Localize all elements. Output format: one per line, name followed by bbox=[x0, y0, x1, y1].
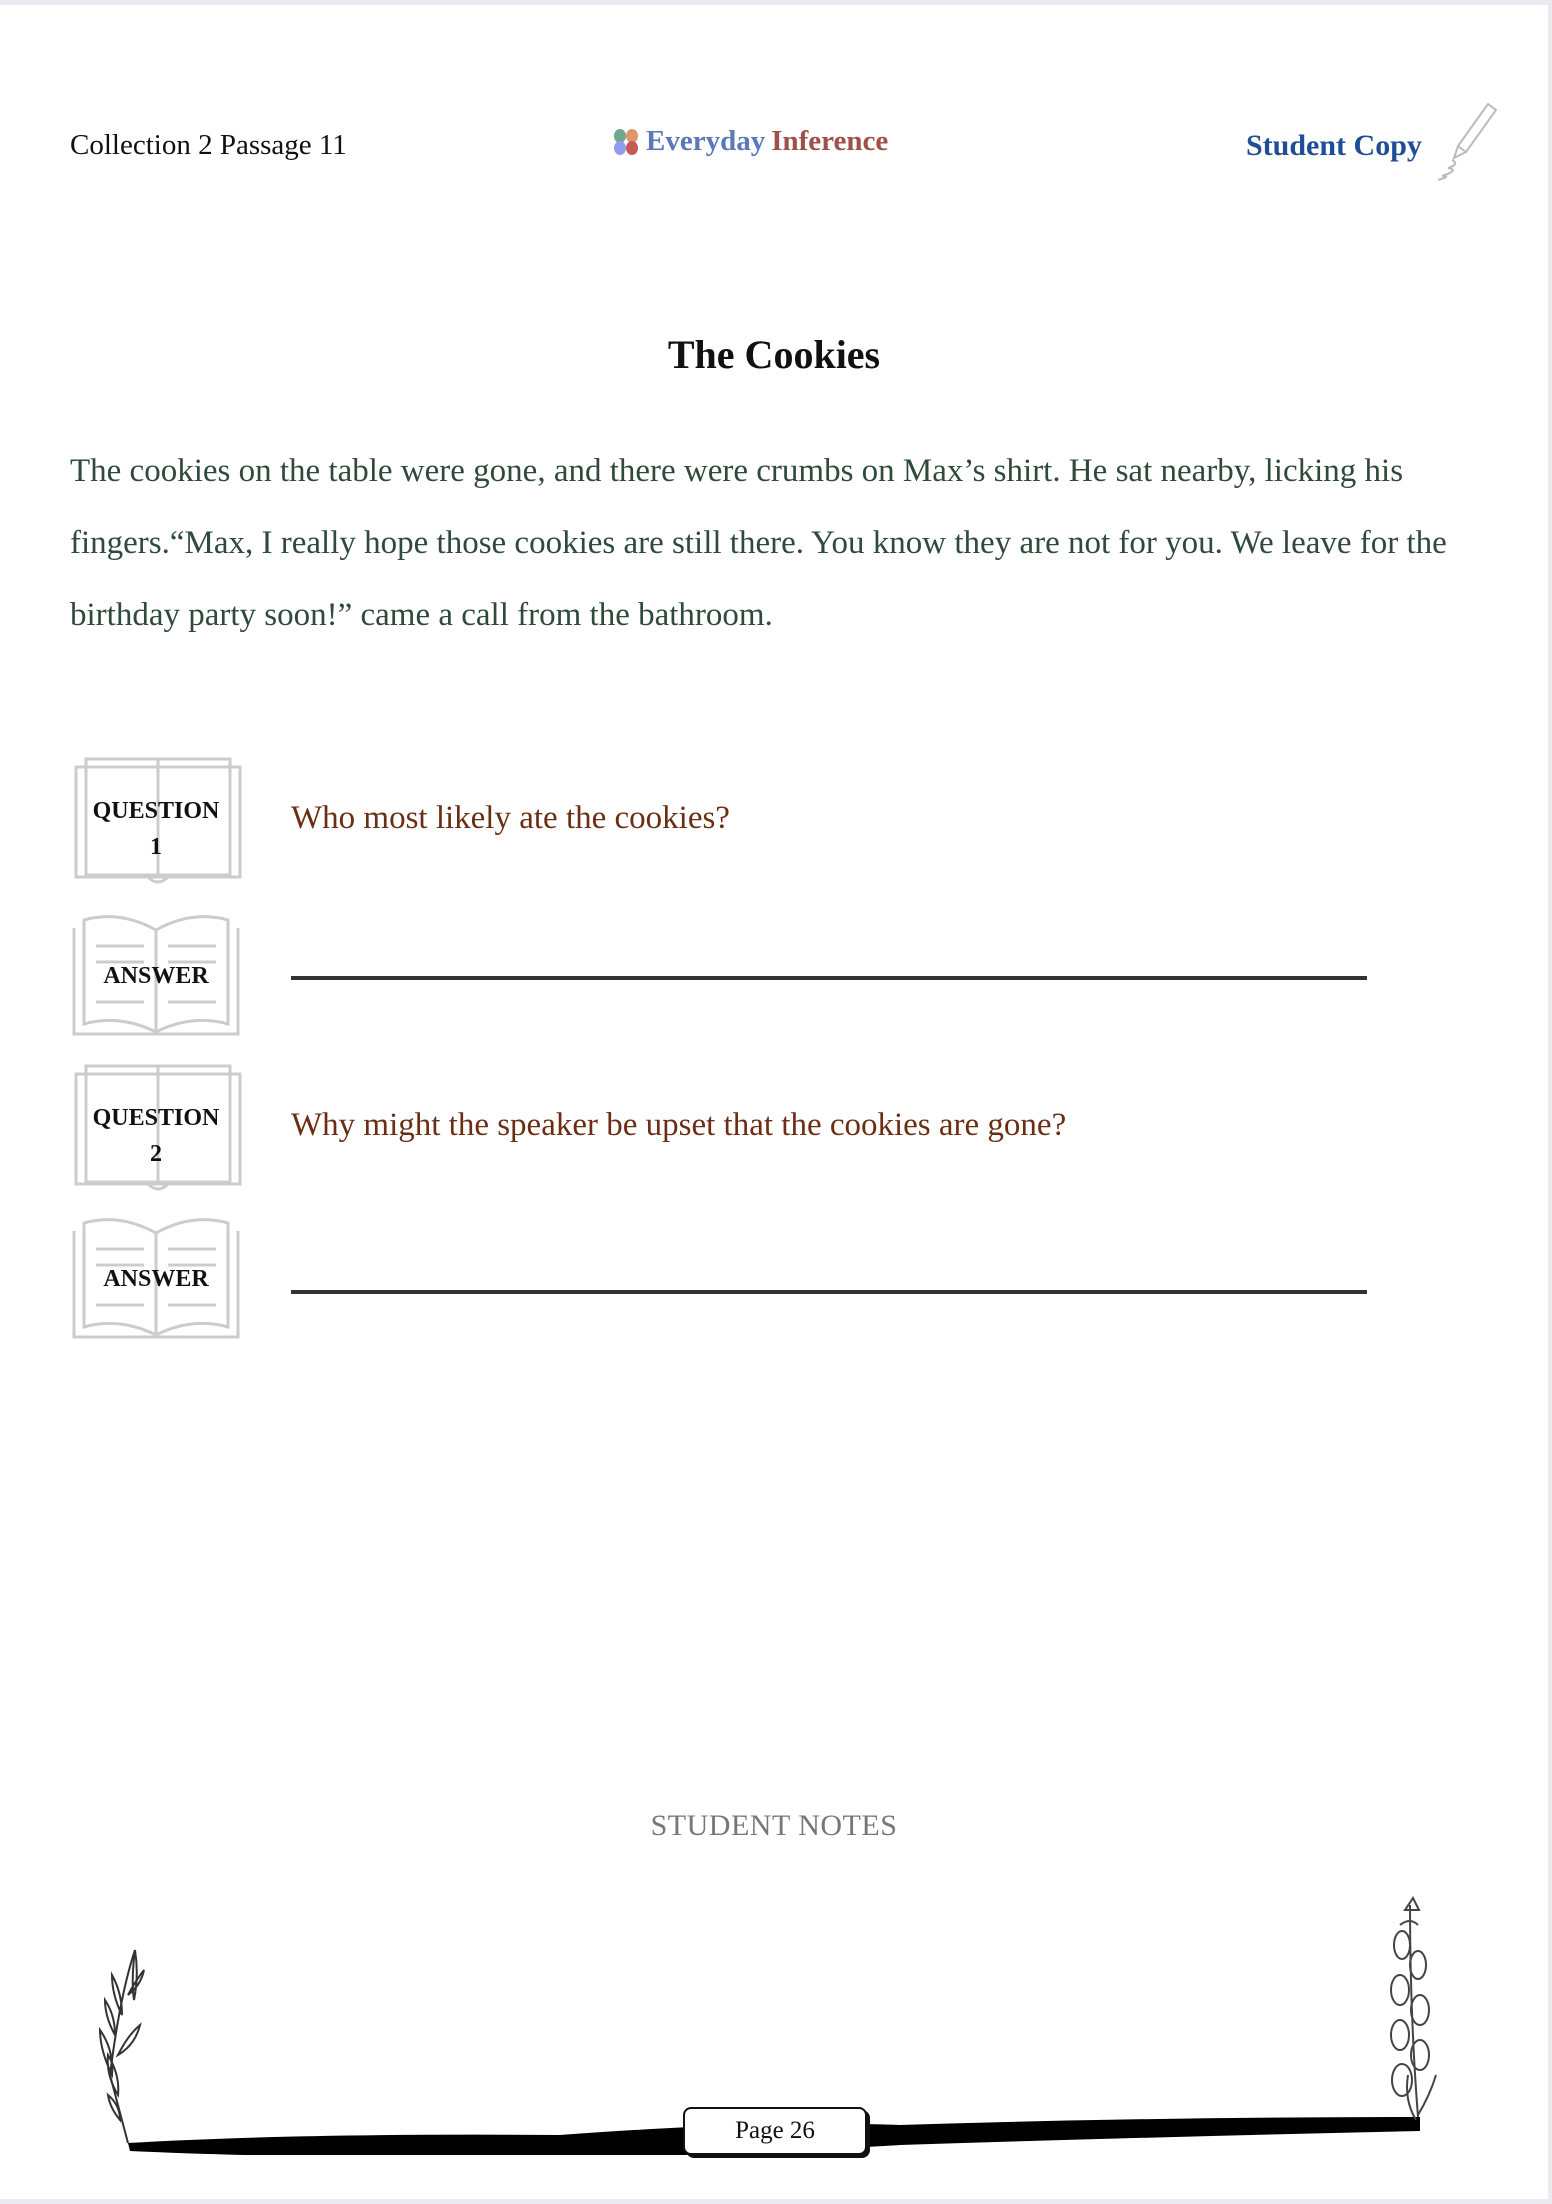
passage-title: The Cookies bbox=[667, 332, 881, 377]
logo-icon bbox=[612, 128, 640, 156]
question-2-text: Why might the speaker be upset that the cookies are gone? bbox=[291, 1107, 1067, 1143]
answer-label: ANSWER bbox=[103, 963, 209, 989]
question-label: QUESTION bbox=[92, 798, 220, 824]
answer-2-line[interactable] bbox=[291, 1290, 1367, 1294]
question-1-text: Who most likely ate the cookies? bbox=[291, 800, 730, 836]
page-number: Page 26 bbox=[683, 2107, 867, 2155]
question-number: 1 bbox=[150, 834, 162, 860]
student-copy-label: Student Copy bbox=[1246, 129, 1422, 162]
logo-word-inference: Inference bbox=[771, 125, 889, 157]
passage-text: The cookies on the table were gone, and there were crumbs on Max’s shirt. He sat nearby, licking his fingers.“Max, I really hope those cookies are still there. You know they are not for you. We leave for the birthday party soon!” came a call from the bathroom. bbox=[70, 453, 1447, 633]
question-number: 2 bbox=[150, 1141, 162, 1167]
collection-label: Collection 2 Passage 11 bbox=[70, 129, 347, 161]
worksheet-page bbox=[0, 5, 1548, 2199]
logo-word-everyday: Everyday bbox=[646, 125, 766, 157]
answer-1-badge bbox=[70, 910, 242, 1047]
question-label: QUESTION bbox=[92, 1105, 220, 1131]
question-1-badge bbox=[72, 753, 244, 890]
question-2-badge bbox=[72, 1060, 244, 1197]
student-notes-heading: STUDENT NOTES bbox=[650, 1809, 898, 1842]
leaf-branch-icon bbox=[100, 1950, 144, 2143]
logo bbox=[612, 125, 888, 158]
answer-1-line[interactable] bbox=[291, 976, 1367, 980]
answer-label: ANSWER bbox=[103, 1266, 209, 1292]
pencil-icon bbox=[1432, 100, 1498, 182]
answer-2-badge bbox=[70, 1213, 242, 1350]
foxglove-flower-icon bbox=[1391, 1898, 1436, 2120]
